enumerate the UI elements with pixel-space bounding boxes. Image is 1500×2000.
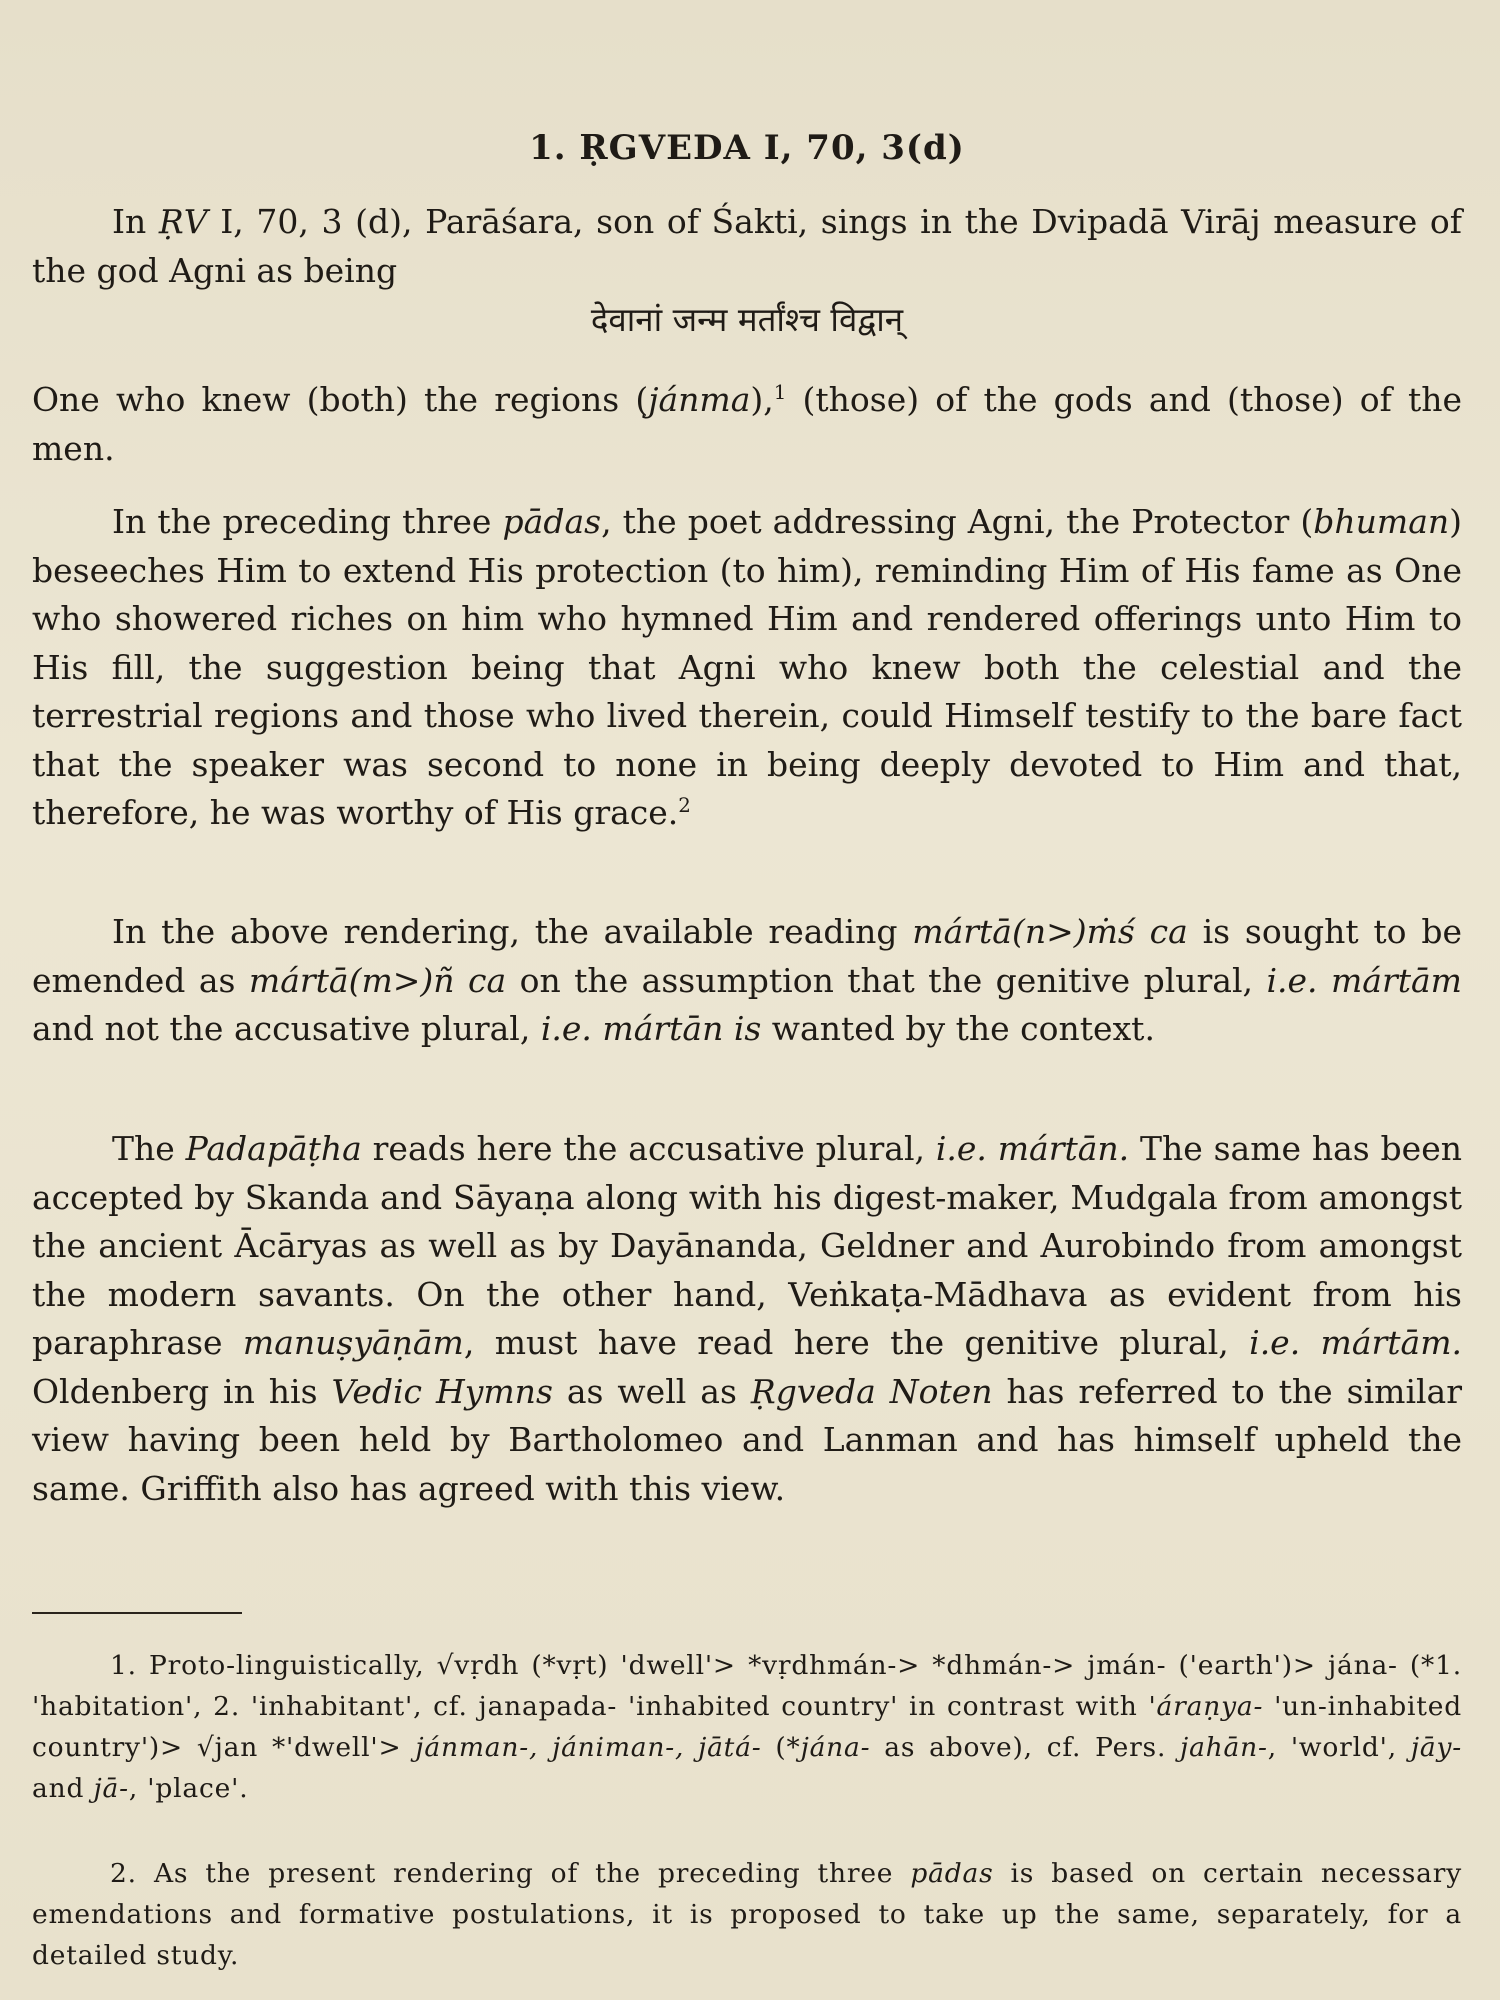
footnote-1: 1. Proto-linguistically, √vṛdh (*vṛt) 'dwell'> *vṛdhmán-> *dhmán-> jmán- ('earth')> jána- (*1. 'habitation', 2. 'inhabitant', cf. janapada- 'inhabited country' in contrast with 'áraṇya- 'un-inhabited country')> √jan *'dwell'> jánman-, jániman-, jātá- (*jána- as above), cf. Pers. jahān-, 'world', jāy- and jā-, 'place'.	[32, 1650, 1462, 1804]
paragraph-4: In the above rendering, the available reading mártā(n>)ṁś ca is sought to be emended as mártā(m>)ñ ca on the assumption that the genitive plural, i.e. mártām and not the accusative plural, i.e. mártān is wanted by the context.	[32, 912, 1462, 1048]
devanagari-verse: देवानां जन्म मर्तांश्च विद्वान्	[590, 300, 904, 339]
paragraph-2: One who knew (both) the regions (jánma),$^1$ (those) of the gods and (those) of the men.	[32, 380, 1463, 468]
paragraph-5: The Padapāṭha reads here the accusative plural, i.e. mártān. The same has been accepted by Skanda and Sāyaṇa along with his digest-maker, Mudgala from amongst the ancient Ācāryas as well as by Dayānanda, Geldner and Aurobindo from amongst the modern savants. On the other hand, Veṅkaṭa-Mādhava as evident from his paraphrase manuṣyāṇām, must have read here the genitive plural, i.e. mártām. Oldenberg in his Vedic Hymns as well as Ṛgveda Noten has referred to the similar view having been held by Bartholomeo and Lanman and has himself upheld the same. Griffith also has agreed with this view.	[32, 1129, 1463, 1508]
section-heading: 1. ṚGVEDA I, 70, 3(d)	[529, 128, 965, 168]
footnote-2: 2. As the present rendering of the preceding three pādas is based on certain necessary emendations and formative postulations, it is proposed to take up the same, separately, for a detailed study.	[32, 1858, 1462, 1971]
footnote-ref-2[interactable]: 2	[678, 794, 691, 817]
footnote-divider	[32, 1612, 242, 1614]
paragraph-3: In the preceding three pādas, the poet addressing Agni, the Protector (bhuman) beseeches Him to extend His protection (to him), reminding Him of His fame as One who showered riches on him who hymned Him and rendered offerings unto Him to His fill, the suggestion being that Agni who knew both the celestial and the terrestrial regions and those who lived therein, could Himself testify to the bare fact that the speaker was second to none in being deeply devoted to Him and that, therefore, he was worthy of His grace.$^2$	[32, 502, 1462, 832]
footnote-ref-1[interactable]: 1	[773, 381, 787, 404]
paragraph-1: In ṚV I, 70, 3 (d), Parāśara, son of Śakti, sings in the Dvipadā Virāj measure of the god Agni as being	[32, 202, 1462, 290]
